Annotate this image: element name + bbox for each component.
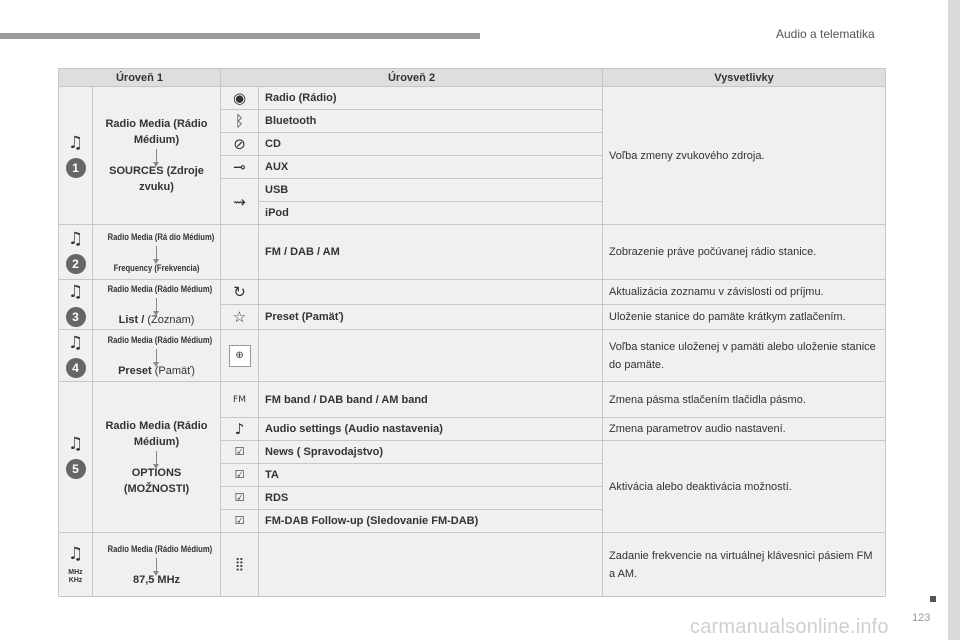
section-title: Audio a telematika (776, 27, 875, 41)
option-rds: RDS (259, 487, 603, 510)
checkbox-icon: ☑ (221, 441, 259, 464)
level-cell-6 (59, 533, 93, 597)
bluetooth-icon: ᛒ (221, 110, 259, 133)
desc-current-station: Zobrazenie práve počúvanej rádio stanice. (603, 225, 886, 280)
level-cell-1 (59, 87, 93, 225)
column-header-notes: Vysvetlivky (603, 69, 886, 87)
step-badge-3: 3 (66, 307, 86, 327)
khz-label: KHz (68, 576, 83, 584)
checkbox-icon: ☑ (221, 487, 259, 510)
down-arrow-icon (156, 451, 157, 465)
cd-icon: ⊘ (221, 133, 259, 156)
desc-source-change: Voľba zmeny zvukového zdroja. (603, 87, 886, 225)
usb-icon: ⇝ (221, 179, 259, 225)
watermark: carmanualsonline.info (690, 616, 889, 638)
desc-preset-select: Voľba stanice uloženej v pamäti alebo uloženie stanice do pamäte. (603, 330, 886, 382)
option-fm-dab-follow: FM-DAB Follow-up (Sledovanie FM-DAB) (259, 510, 603, 533)
top-bar (0, 33, 480, 39)
step-badge-5: 5 (66, 459, 86, 479)
level1-path-3: Radio Media (Rádio Médium) List / (Zoznam) (93, 280, 221, 330)
level1-path-2: Radio Media (Rá dio Médium) Frequency (Frekvencia) (93, 225, 221, 280)
option-refresh (259, 280, 603, 305)
down-arrow-icon (156, 149, 157, 163)
keypad-icon: ⣿ (221, 533, 259, 597)
page-number: 123 (912, 612, 931, 624)
column-header-level2: Úroveň 2 (221, 69, 603, 87)
step-badge-1: 1 (66, 158, 86, 178)
option-band: FM band / DAB band / AM band (259, 382, 603, 418)
desc-band-change: Zmena pásma stlačením tlačidla pásmo. (603, 382, 886, 418)
option-news: News ( Spravodajstvo) (259, 441, 603, 464)
refresh-icon: ↻ (221, 280, 259, 305)
fm-band-icon: FM (221, 382, 259, 418)
music-note-icon: ♫ (67, 229, 84, 249)
level-cell-2 (59, 225, 93, 280)
down-arrow-icon (156, 298, 157, 312)
level-cell-3 (59, 280, 93, 330)
option-ipod: iPod (259, 202, 603, 225)
page-marker (930, 596, 936, 602)
desc-audio-settings: Zmena parametrov audio nastavení. (603, 418, 886, 441)
down-arrow-icon (156, 558, 157, 572)
level1-path-5: Radio Media (Rádio Médium) OPTIONS (MOŽNOSTI) (93, 382, 221, 533)
option-audio-settings: Audio settings (Audio nastavenia) (259, 418, 603, 441)
level1-path-6: Radio Media (Rádio Médium) 87,5 MHz (93, 533, 221, 597)
down-arrow-icon (156, 246, 157, 260)
desc-list-update: Aktualizácia zoznamu v závislosti od príjmu. (603, 280, 886, 305)
mhz-label: MHz (68, 568, 83, 576)
step-badge-2: 2 (66, 254, 86, 274)
music-note-icon: ♫ (67, 543, 84, 564)
menu-table (58, 68, 886, 597)
option-cd: CD (259, 133, 603, 156)
music-note-icon: ♫ (67, 132, 84, 153)
page-edge-strip (948, 0, 960, 640)
music-note-icon: ♫ (67, 332, 84, 353)
option-preset: Preset (Pamäť) (259, 305, 603, 330)
level1-path-4: Radio Media (Rádio Médium) Preset (Pamäť) (93, 330, 221, 382)
column-header-level1: Úroveň 1 (59, 69, 221, 87)
option-usb: USB (259, 179, 603, 202)
radio-icon: ◉ (221, 87, 259, 110)
level-cell-5 (59, 382, 93, 533)
desc-store-station: Uloženie stanice do pamäte krátkym zatlačením. (603, 305, 886, 330)
checkbox-icon: ☑ (221, 510, 259, 533)
desc-frequency-entry: Zadanie frekvencie na virtuálnej klávesnici pásiem FM a AM. (603, 533, 886, 597)
desc-toggle-options: Aktivácia alebo deaktivácia možností. (603, 441, 886, 533)
preset-keypad-icon: ⊕ (221, 330, 259, 382)
music-note-icon: ♫ (67, 434, 84, 454)
aux-icon: ⊸ (221, 156, 259, 179)
option-fm-dab-am: FM / DAB / AM (259, 225, 603, 280)
star-icon: ☆ (221, 305, 259, 330)
level1-path-1: Radio Media (Rádio Médium) SOURCES (Zdroje zvuku) (93, 87, 221, 225)
down-arrow-icon (156, 349, 157, 363)
audio-settings-icon: ♪ (221, 418, 259, 441)
checkbox-icon: ☑ (221, 464, 259, 487)
option-bluetooth: Bluetooth (259, 110, 603, 133)
option-aux: AUX (259, 156, 603, 179)
option-radio: Radio (Rádio) (259, 87, 603, 110)
step-badge-4: 4 (66, 358, 86, 378)
option-ta: TA (259, 464, 603, 487)
music-note-icon: ♫ (67, 281, 84, 302)
level-cell-4 (59, 330, 93, 382)
